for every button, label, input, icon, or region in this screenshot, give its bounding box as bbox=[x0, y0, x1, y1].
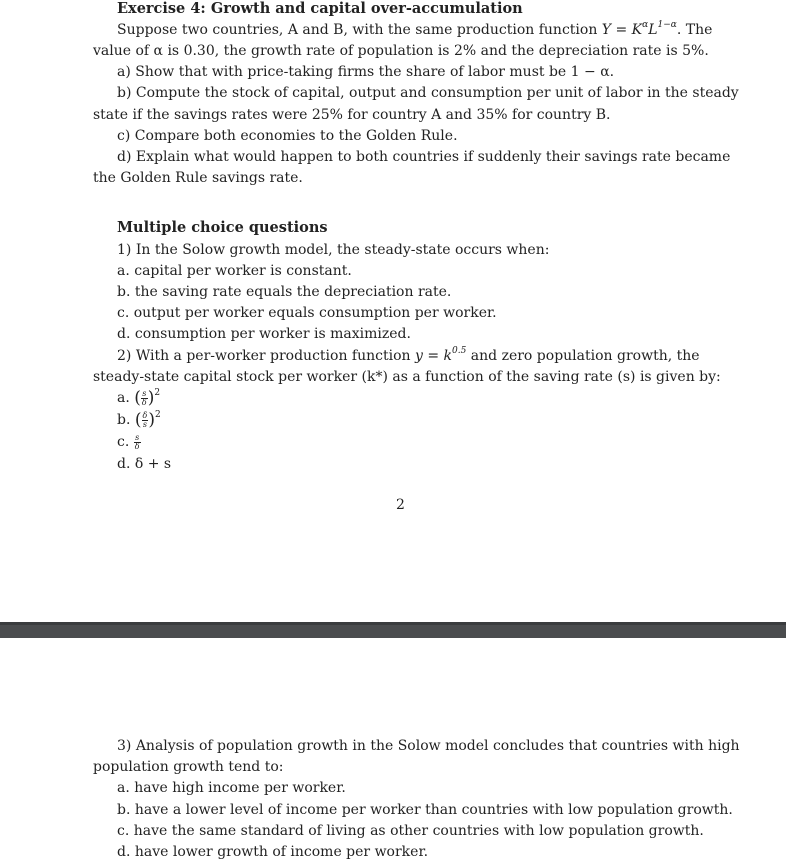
per-worker-production-function: $y = k^{0.5}$ bbox=[414, 346, 467, 364]
exercise-intro-line-2: value of α is 0.30, the growth rate of population is 2% and the depreciation rate is 5%. bbox=[93, 43, 709, 59]
part-b-line-1: b) Compute the stock of capital, output and consumption per unit of labor in the steady bbox=[117, 85, 739, 101]
q1-stem: 1) In the Solow growth model, the steady-state occurs when: bbox=[117, 242, 550, 258]
part-a: a) Show that with price-taking firms the share of labor must be 1 − α. bbox=[117, 64, 615, 80]
production-function: $Y = K^\alpha L^{1-\alpha}$ bbox=[601, 20, 677, 38]
q3-stem-line-1: 3) Analysis of population growth in the Solow model concludes that countries with high bbox=[117, 738, 740, 754]
q2-option-b: b. ( $\frac{\delta}{s}$ )$^2$ bbox=[117, 410, 161, 430]
document-page-3 bbox=[0, 638, 786, 864]
fraction-s-over-delta-plain: $\frac{s}{\delta}$ bbox=[134, 432, 140, 451]
part-d-line-1: d) Explain what would happen to both countries if suddenly their savings rate became bbox=[117, 149, 731, 165]
part-b-line-2: state if the savings rates were 25% for country A and 35% for country B. bbox=[93, 107, 611, 123]
q3-option-d: d. have lower growth of income per worker. bbox=[117, 844, 429, 860]
q1-option-a: a. capital per worker is constant. bbox=[117, 263, 352, 279]
page-number: 2 bbox=[396, 497, 405, 513]
q3-stem-line-2: population growth tend to: bbox=[93, 759, 284, 775]
q2-option-d: d. δ + s bbox=[117, 456, 172, 472]
page-separator bbox=[0, 622, 786, 638]
part-c: c) Compare both economies to the Golden Rule. bbox=[117, 128, 458, 144]
fraction-delta-over-s: $\frac{\delta}{s}$ bbox=[142, 410, 148, 429]
q3-option-c: c. have the same standard of living as other countries with low population growth. bbox=[117, 823, 704, 839]
exercise-intro-line-1: Suppose two countries, A and B, with the same production function $Y = K^\alpha L^{1-\alpha}$. The bbox=[117, 20, 713, 38]
q2-option-c: c. $\frac{s}{\delta}$ bbox=[117, 432, 140, 451]
intro-text: Suppose two countries, A and B, with the same production function bbox=[117, 22, 598, 38]
q2-stem-line-2: steady-state capital stock per worker (k*) as a function of the saving rate (s) is given by: bbox=[93, 369, 721, 385]
q3-option-a: a. have high income per worker. bbox=[117, 780, 346, 796]
q1-option-d: d. consumption per worker is maximized. bbox=[117, 326, 411, 342]
q3-option-b: b. have a lower level of income per worker than countries with low population growth. bbox=[117, 802, 733, 818]
q1-option-b: b. the saving rate equals the depreciation rate. bbox=[117, 284, 452, 300]
q2-option-a: a. ( $\frac{s}{\delta}$ )$^2$ bbox=[117, 388, 161, 408]
q1-option-c: c. output per worker equals consumption per worker. bbox=[117, 305, 497, 321]
q2-stem-line-1: 2) With a per-worker production function $y = k^{0.5}$ and zero population growth, the bbox=[117, 346, 700, 364]
part-d-line-2: the Golden Rule savings rate. bbox=[93, 170, 303, 186]
mcq-title: Multiple choice questions bbox=[117, 219, 328, 236]
exercise-title: Exercise 4: Growth and capital over-accumulation bbox=[117, 0, 523, 17]
fraction-s-over-delta: $\frac{s}{\delta}$ bbox=[141, 388, 147, 407]
